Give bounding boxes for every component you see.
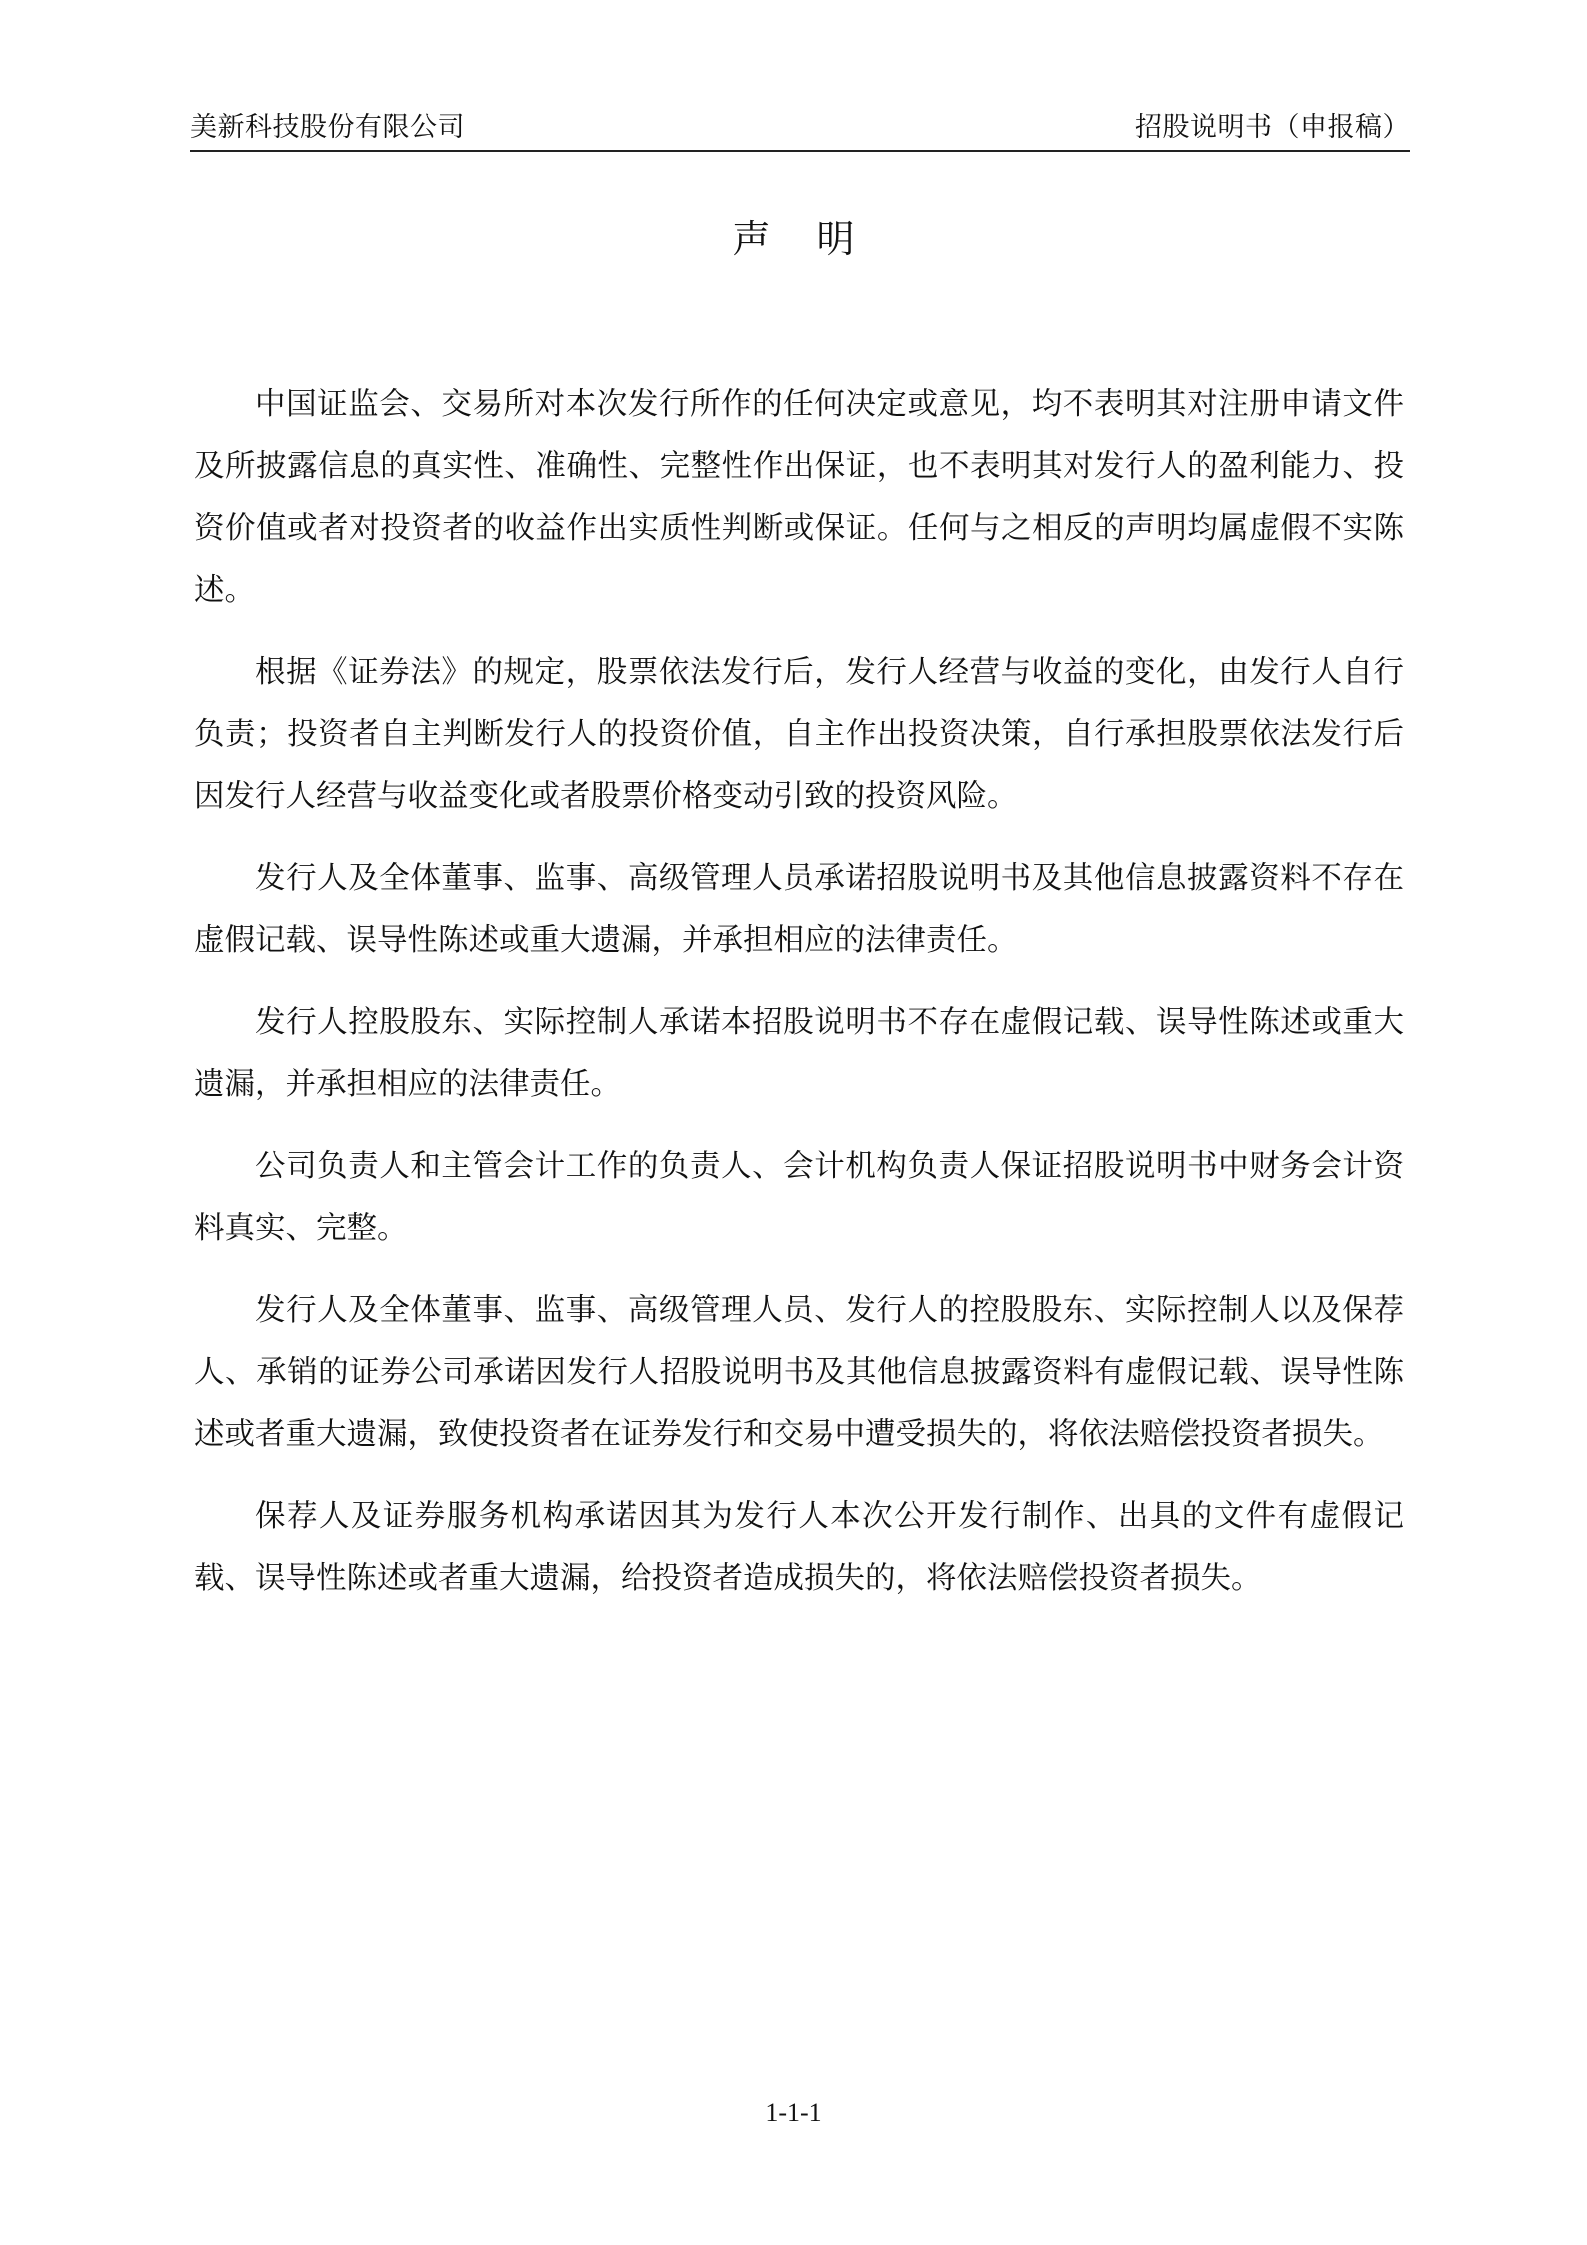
paragraph: 发行人及全体董事、监事、高级管理人员承诺招股说明书及其他信息披露资料不存在虚假记载、误导性陈述或重大遗漏，并承担相应的法律责任。	[194, 861, 1404, 958]
page-title: 声明	[732, 217, 901, 261]
paragraph: 发行人及全体董事、监事、高级管理人员、发行人的控股股东、实际控制人以及保荐人、承销的证券公司承诺因发行人招股说明书及其他信息披露资料有虚假记载、误导性陈述或者重大遗漏，致使投资者在证券发行和交易中遭受损失的，将依法赔偿投资者损失。	[194, 1293, 1404, 1452]
paragraph: 保荐人及证券服务机构承诺因其为发行人本次公开发行制作、出具的文件有虚假记载、误导性陈述或者重大遗漏，给投资者造成损失的，将依法赔偿投资者损失。	[194, 1499, 1404, 1596]
paragraph: 发行人控股股东、实际控制人承诺本招股说明书不存在虚假记载、误导性陈述或重大遗漏，并承担相应的法律责任。	[194, 1005, 1404, 1102]
header-company-name: 美新科技股份有限公司	[190, 112, 465, 143]
page-number: 1-1-1	[765, 2098, 822, 2127]
paragraph: 根据《证券法》的规定，股票依法发行后，发行人经营与收益的变化，由发行人自行负责；投资者自主判断发行人的投资价值，自主作出投资决策，自行承担股票依法发行后因发行人经营与收益变化或者股票价格变动引致的投资风险。	[194, 655, 1404, 814]
header-document-type: 招股说明书（申报稿）	[1135, 112, 1410, 143]
paragraph: 中国证监会、交易所对本次发行所作的任何决定或意见，均不表明其对注册申请文件及所披露信息的真实性、准确性、完整性作出保证，也不表明其对发行人的盈利能力、投资价值或者对投资者的收益作出实质性判断或保证。任何与之相反的声明均属虚假不实陈述。	[194, 387, 1404, 608]
declaration-body	[194, 374, 1404, 1630]
page-header	[190, 110, 1410, 152]
paragraph: 公司负责人和主管会计工作的负责人、会计机构负责人保证招股说明书中财务会计资料真实、完整。	[194, 1149, 1404, 1246]
